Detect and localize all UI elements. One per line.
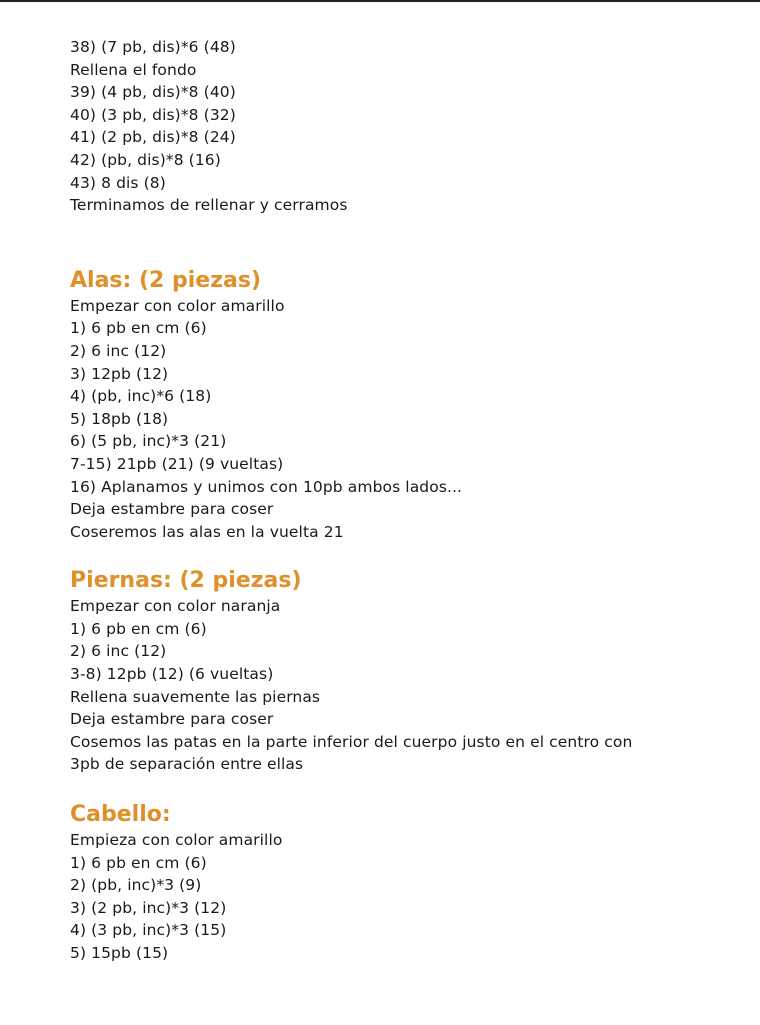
instruction-line: 2) 6 inc (12) bbox=[70, 341, 167, 360]
instruction-line: 3) (2 pb, inc)*3 (12) bbox=[70, 898, 227, 917]
instruction-line: 1) 6 pb en cm (6) bbox=[70, 853, 207, 872]
instruction-line: 3) 12pb (12) bbox=[70, 364, 169, 383]
instruction-line: Coseremos las alas en la vuelta 21 bbox=[70, 522, 344, 541]
instruction-line: 42) (pb, dis)*8 (16) bbox=[70, 150, 221, 169]
instruction-line: 41) (2 pb, dis)*8 (24) bbox=[70, 128, 236, 147]
instruction-line: 4) (pb, inc)*6 (18) bbox=[70, 387, 212, 406]
document-page bbox=[70, 36, 740, 965]
instruction-line: 38) (7 pb, dis)*6 (48) bbox=[70, 38, 236, 56]
instruction-line: 3-8) 12pb (12) (6 vueltas) bbox=[70, 665, 274, 684]
instruction-line: Deja estambre para coser bbox=[70, 500, 274, 519]
section-heading-alas: Alas: (2 piezas) bbox=[70, 267, 261, 293]
instruction-line: 43) 8 dis (8) bbox=[70, 173, 166, 192]
instruction-line: 16) Aplanamos y unimos con 10pb ambos lados... bbox=[70, 477, 463, 496]
instruction-line: Terminamos de rellenar y cerramos bbox=[70, 196, 348, 215]
instruction-line: 2) 6 inc (12) bbox=[70, 642, 167, 661]
instruction-line: 7-15) 21pb (21) (9 vueltas) bbox=[70, 454, 284, 473]
instruction-line: 6) (5 pb, inc)*3 (21) bbox=[70, 432, 227, 451]
instruction-line: Rellena el fondo bbox=[70, 60, 197, 79]
instruction-line: Empieza con color amarillo bbox=[70, 831, 283, 850]
instruction-line: 3pb de separación entre ellas bbox=[70, 755, 304, 774]
instruction-line: Empezar con color naranja bbox=[70, 597, 281, 616]
instruction-line: 39) (4 pb, dis)*8 (40) bbox=[70, 83, 236, 102]
instruction-line: 1) 6 pb en cm (6) bbox=[70, 319, 207, 338]
section-alas bbox=[70, 267, 740, 544]
section-heading-cabello: Cabello: bbox=[70, 802, 171, 828]
instruction-line: 5) 18pb (18) bbox=[70, 409, 169, 428]
instruction-line: 1) 6 pb en cm (6) bbox=[70, 619, 207, 638]
section-heading-piernas: Piernas: (2 piezas) bbox=[70, 568, 302, 594]
instruction-line: Rellena suavemente las piernas bbox=[70, 687, 321, 706]
instruction-line: 2) (pb, inc)*3 (9) bbox=[70, 876, 202, 895]
instruction-line: 40) (3 pb, dis)*8 (32) bbox=[70, 105, 236, 124]
instruction-line: Deja estambre para coser bbox=[70, 710, 274, 729]
section-piernas bbox=[70, 567, 740, 776]
instruction-line: Cosemos las patas en la parte inferior del cuerpo justo en el centro con bbox=[70, 732, 633, 751]
instruction-line: 5) 15pb (15) bbox=[70, 944, 169, 962]
instruction-line: 4) (3 pb, inc)*3 (15) bbox=[70, 921, 227, 940]
intro-section bbox=[70, 36, 740, 217]
instruction-line: Empezar con color amarillo bbox=[70, 296, 285, 315]
top-border-line bbox=[0, 0, 760, 2]
section-cabello bbox=[70, 801, 740, 965]
